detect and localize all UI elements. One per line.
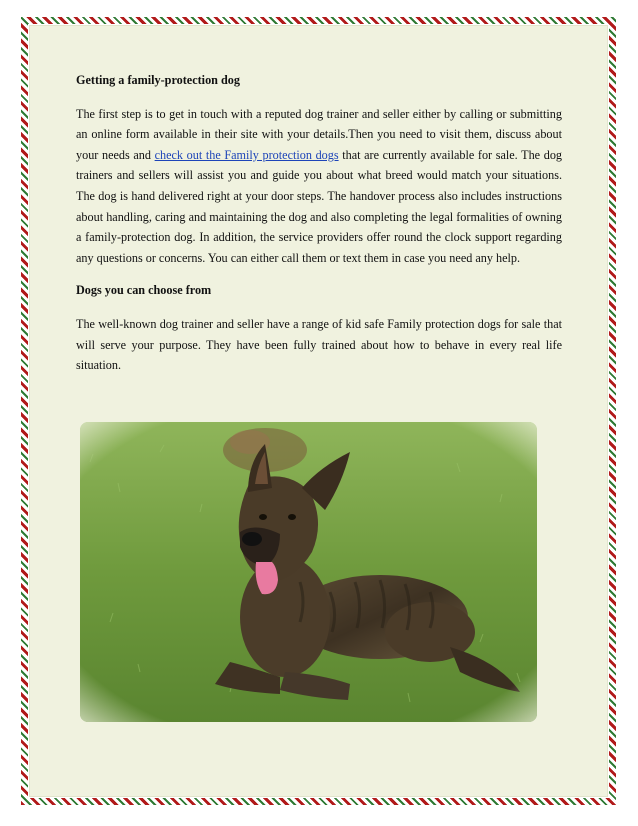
paragraph-first-step [76, 104, 562, 269]
paragraph-text: that are currently available for sale. The dog trainers and sellers will assist you and guide you about what breed would match your situations. The dog is hand delivered right at your door steps. The handover process also includes instructions about handling, caring and maintaining the dog and also completing the legal formalities of owning a family-protection dog. In addition, the service providers offer round the clock support regarding any questions or concerns. You can either call them or text them in case you need any help. [76, 147, 563, 265]
paragraph-dogs: The well-known dog trainer and seller have a range of kid safe Family protection dogs for sale that will serve your purpose. They have been fully trained about how to behave in every real life situation. [76, 316, 562, 373]
article-body [76, 70, 562, 388]
section-heading-dogs-choose: Dogs you can choose from [76, 283, 212, 298]
family-protection-dogs-link[interactable]: check out the Family protection dogs [154, 147, 339, 162]
dog-photo [80, 422, 537, 722]
section-heading-family-protection: Getting a family-protection dog [76, 73, 240, 87]
paragraph-text: The first step is to get in touch with a reputed dog trainer and seller either by calling or submitting an online form available in their site with your details.Then you need to visit them, discuss about your needs and [76, 106, 562, 162]
dog-illustration [80, 422, 537, 722]
